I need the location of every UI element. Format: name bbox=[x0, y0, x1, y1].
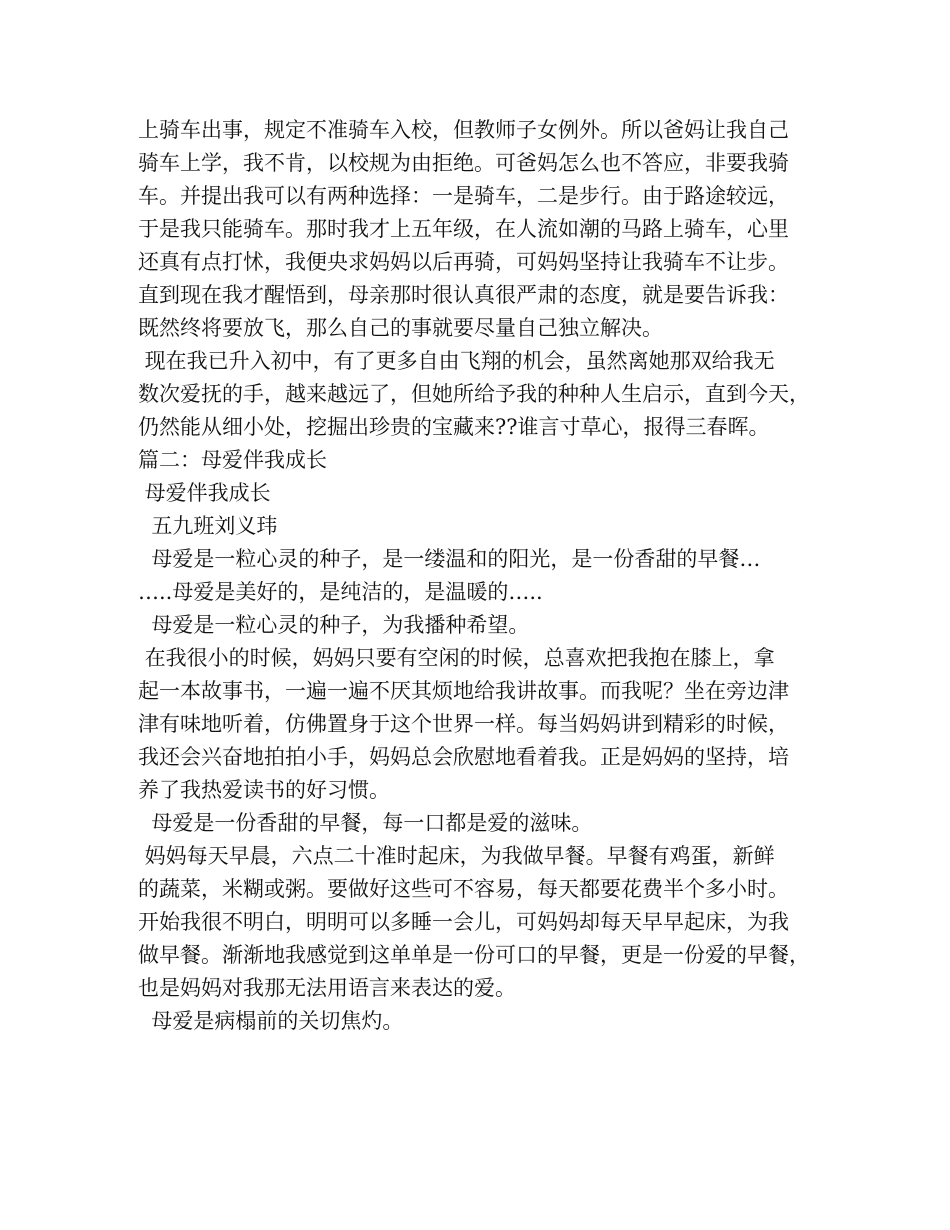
text-line: 起一本故事书，一遍一遍不厌其烦地给我讲故事。而我呢？坐在旁边津 bbox=[138, 679, 789, 703]
text-line: 数次爱抚的手，越来越远了，但她所给予我的种种人生启示，直到今天， bbox=[138, 382, 810, 406]
author-line: 五九班刘义玮 bbox=[138, 514, 278, 538]
text-line: 津有味地听着，仿佛置身于这个世界一样。每当妈妈讲到精彩的时候， bbox=[138, 712, 789, 736]
text-line: 骑车上学，我不肯，以校规为由拒绝。可爸妈怎么也不答应，非要我骑 bbox=[138, 151, 789, 175]
section-heading: 篇二：母爱伴我成长 bbox=[138, 448, 327, 472]
text-line: 开始我很不明白，明明可以多睡一会儿，可妈妈却每天早早起床，为我 bbox=[138, 910, 789, 934]
text-line: 直到现在我才醒悟到，母亲那时很认真很严肃的态度，就是要告诉我： bbox=[138, 283, 789, 307]
text-line: 于是我只能骑车。那时我才上五年级，在人流如潮的马路上骑车，心里 bbox=[138, 217, 789, 241]
text-line: 母爱是一粒心灵的种子，为我播种希望。 bbox=[138, 613, 530, 637]
text-line: 仍然能从细小处，挖掘出珍贵的宝藏来??谁言寸草心，报得三春晖。 bbox=[138, 415, 770, 439]
text-line: 车。并提出我可以有两种选择：一是骑车，二是步行。由于路途较远， bbox=[138, 184, 789, 208]
text-line: 母爱是一份香甜的早餐，每一口都是爱的滋味。 bbox=[138, 811, 593, 835]
text-line: 还真有点打怵，我便央求妈妈以后再骑，可妈妈坚持让我骑车不让步。 bbox=[138, 250, 789, 274]
text-line: 上骑车出事，规定不准骑车入校，但教师子女例外。所以爸妈让我自己 bbox=[138, 118, 789, 142]
text-line: 在我很小的时候，妈妈只要有空闲的时候，总喜欢把我抱在膝上，拿 bbox=[138, 646, 775, 670]
text-line: 母爱是一粒心灵的种子，是一缕温和的阳光，是一份香甜的早餐… bbox=[138, 547, 761, 571]
text-line: 母爱是病榻前的关切焦灼。 bbox=[138, 1009, 404, 1033]
text-line: 现在我已升入初中，有了更多自由飞翔的机会，虽然离她那双给我无 bbox=[138, 349, 775, 373]
text-line: 既然终将要放飞，那么自己的事就要尽量自己独立解决。 bbox=[138, 316, 663, 340]
text-line: 做早餐。渐渐地我感觉到这单单是一份可口的早餐，更是一份爱的早餐， bbox=[138, 943, 810, 967]
document-body bbox=[138, 114, 838, 1038]
text-line: 的蔬菜，米糊或粥。要做好这些可不容易，每天都要花费半个多小时。 bbox=[138, 877, 789, 901]
text-line: 我还会兴奋地拍拍小手，妈妈总会欣慰地看着我。正是妈妈的坚持，培 bbox=[138, 745, 789, 769]
text-line: 养了我热爱读书的好习惯。 bbox=[138, 778, 390, 802]
text-line: 妈妈每天早晨，六点二十准时起床，为我做早餐。早餐有鸡蛋，新鲜 bbox=[138, 844, 775, 868]
article-title: 母爱伴我成长 bbox=[138, 481, 271, 505]
text-line: …..母爱是美好的，是纯洁的，是温暖的….. bbox=[138, 580, 543, 604]
text-line: 也是妈妈对我那无法用语言来表达的爱。 bbox=[138, 976, 516, 1000]
